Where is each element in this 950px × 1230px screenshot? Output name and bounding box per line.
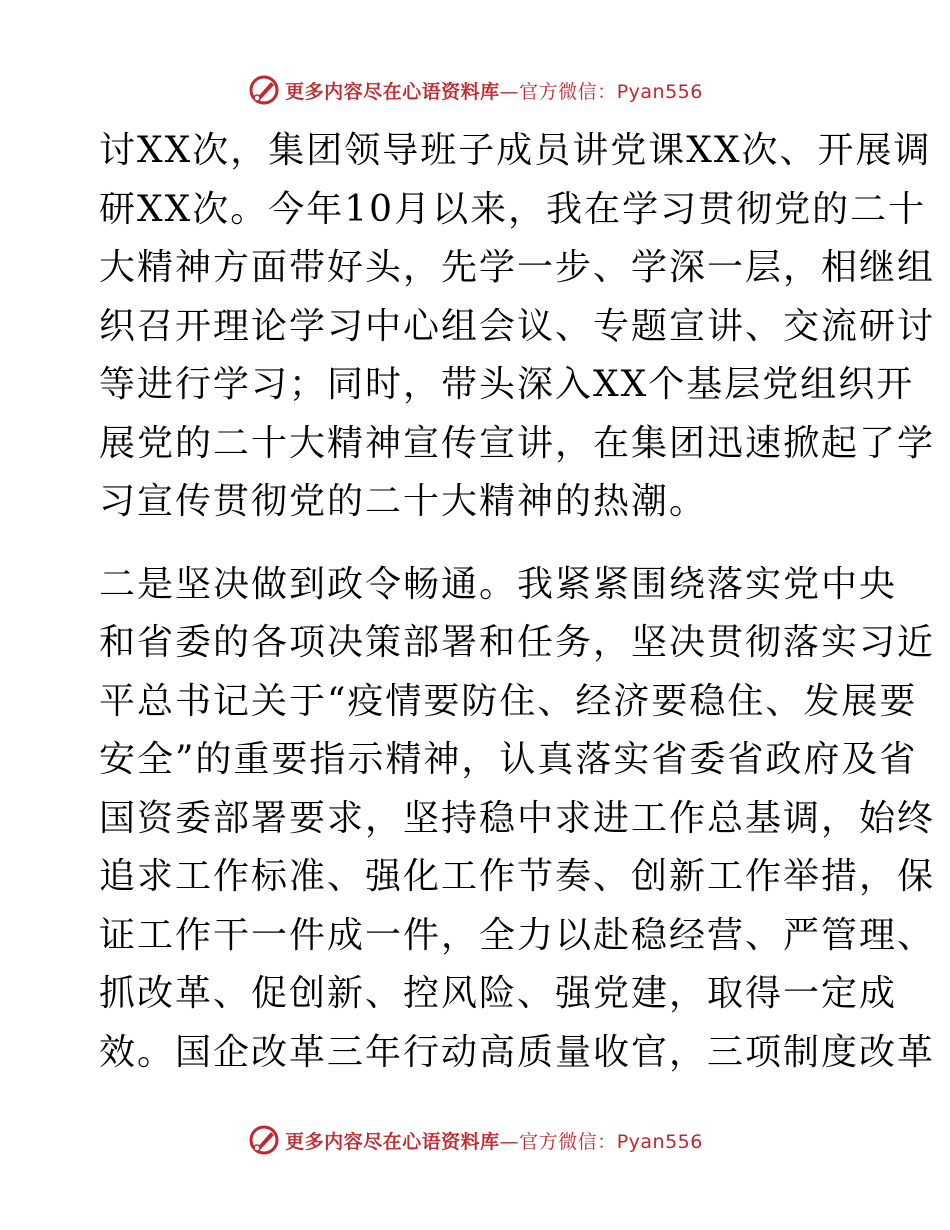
watermark-text — [285, 77, 703, 104]
watermark-wechat-id: Pyan556 — [616, 80, 703, 103]
text-line: 国资委部署要求，坚持稳中求进工作总基调，始终 — [99, 797, 936, 839]
text-line: 研XX次。今年10月以来，我在学习贯彻党的二十 — [99, 188, 927, 230]
text-line: 证工作干一件成一件，全力以赴稳经营、严管理、 — [99, 914, 936, 956]
text-line: 二是坚决做到政令畅通。我紧紧围绕落实党中央 — [99, 563, 898, 605]
text-line: 追求工作标准、强化工作节奏、创新工作举措，保 — [99, 856, 936, 897]
text-line: 展党的二十大精神宣传宣讲，在集团迅速掀起了学 — [99, 422, 936, 464]
header-watermark — [0, 70, 950, 110]
text-line: 平总书记关于“疫情要防住、经济要稳住、发展要 — [99, 680, 918, 722]
text-line: 安全”的重要指示精神，认真落实省委省政府及省 — [99, 739, 918, 780]
watermark-wechat-label: 官方微信： — [519, 1130, 617, 1153]
watermark-wechat-label: 官方微信： — [519, 80, 617, 103]
text-line: 大精神方面带好头，先学一步、学深一层，相继组 — [99, 247, 936, 288]
watermark-separator: — — [499, 80, 520, 103]
watermark-site-text: 更多内容尽在心语资料库 — [285, 1130, 500, 1153]
paragraph-gap — [99, 532, 859, 556]
text-line: 抓改革、促创新、控风险、强党建，取得一定成 — [99, 973, 898, 1014]
quill-logo-icon — [247, 73, 281, 107]
paragraph-2 — [99, 556, 936, 1083]
footer-watermark — [0, 1120, 950, 1160]
watermark-separator: — — [499, 1130, 520, 1153]
paragraph-1 — [99, 122, 936, 532]
text-line: 效。国企改革三年行动高质量收官，三项制度改革 — [99, 1031, 936, 1073]
text-line: 习宣传贯彻党的二十大精神的热潮。 — [99, 481, 708, 522]
text-line: 等进行学习；同时，带头深入XX个基层党组织开 — [99, 364, 915, 405]
watermark-text — [285, 1127, 703, 1154]
text-line: 和省委的各项决策部署和任务，坚决贯彻落实习近 — [99, 622, 936, 663]
text-line: 织召开理论学习中心组会议、专题宣讲、交流研讨 — [99, 305, 936, 347]
quill-logo-icon — [247, 1123, 281, 1157]
text-line: 讨XX次，集团领导班子成员讲党课XX次、开展调 — [99, 130, 932, 171]
watermark-site-text: 更多内容尽在心语资料库 — [285, 80, 500, 103]
document-body — [99, 122, 936, 1082]
watermark-wechat-id: Pyan556 — [616, 1130, 703, 1153]
